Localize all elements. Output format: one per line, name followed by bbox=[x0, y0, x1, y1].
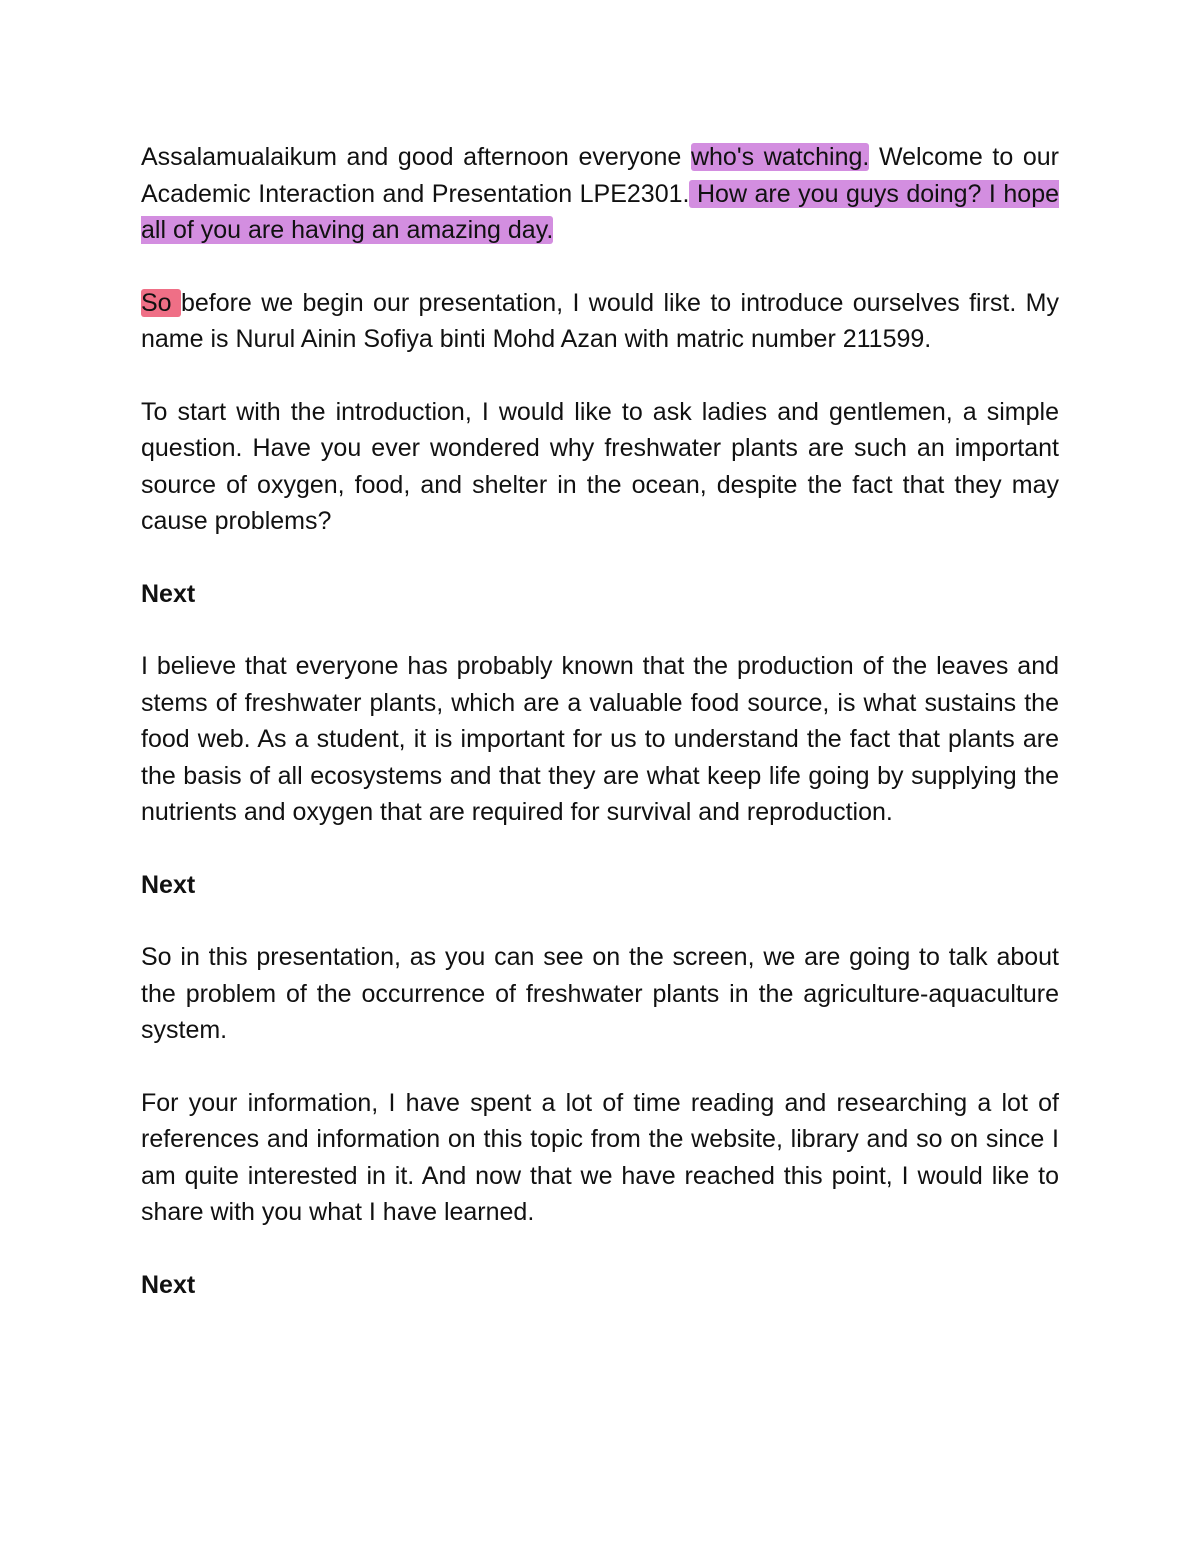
next-heading-3: Next bbox=[141, 1270, 196, 1299]
document-body bbox=[141, 139, 1059, 1339]
food-web-paragraph: I believe that everyone has probably known that the production of the leaves and stems of freshwater plants, which are a valuable food source, is what sustains the food web. As a student, it is important for us to understand the fact that plants are the basis of all ecosystems and that they are what keep life going by supplying the nutrients and oxygen that are required for survival and reproduction. bbox=[141, 652, 1059, 826]
topic-paragraph: So in this presentation, as you can see on the screen, we are going to talk about the problem of the occurrence of freshwater plants in the agriculture-aquaculture system. bbox=[141, 943, 1059, 1044]
introduction-paragraph bbox=[141, 285, 1059, 358]
highlight-whos-watching: who's watching. bbox=[690, 143, 870, 171]
greeting-paragraph bbox=[141, 139, 1059, 249]
research-paragraph: For your information, I have spent a lot of time reading and researching a lot of references and information on this topic from the website, library and so on since I am quite interested in it. And now that we have reached this point, I would like to share with you what I have learned. bbox=[141, 1088, 1059, 1226]
highlight-how-are-you: How are you guys doing? I hope all of you are having an amazing day. bbox=[141, 179, 1060, 244]
highlight-so: So bbox=[141, 288, 181, 317]
welcome-text: Welcome to our Academic Interaction and Presentation LPE2301. bbox=[141, 143, 1060, 208]
next-heading-1: Next bbox=[141, 579, 196, 608]
introduction-text: before we begin our presentation, I would like to introduce ourselves first. My name is Nurul Ainin Sofiya binti Mohd Azan with matric number 211599. bbox=[141, 288, 1059, 353]
question-paragraph: To start with the introduction, I would like to ask ladies and gentlemen, a simple question. Have you ever wondered why freshwater plants are such an important source of oxygen, food, and shelter in the ocean, despite the fact that they may cause problems? bbox=[141, 397, 1059, 535]
next-heading-2: Next bbox=[141, 870, 196, 899]
greeting-text: Assalamualaikum and good afternoon everyone bbox=[141, 143, 691, 171]
